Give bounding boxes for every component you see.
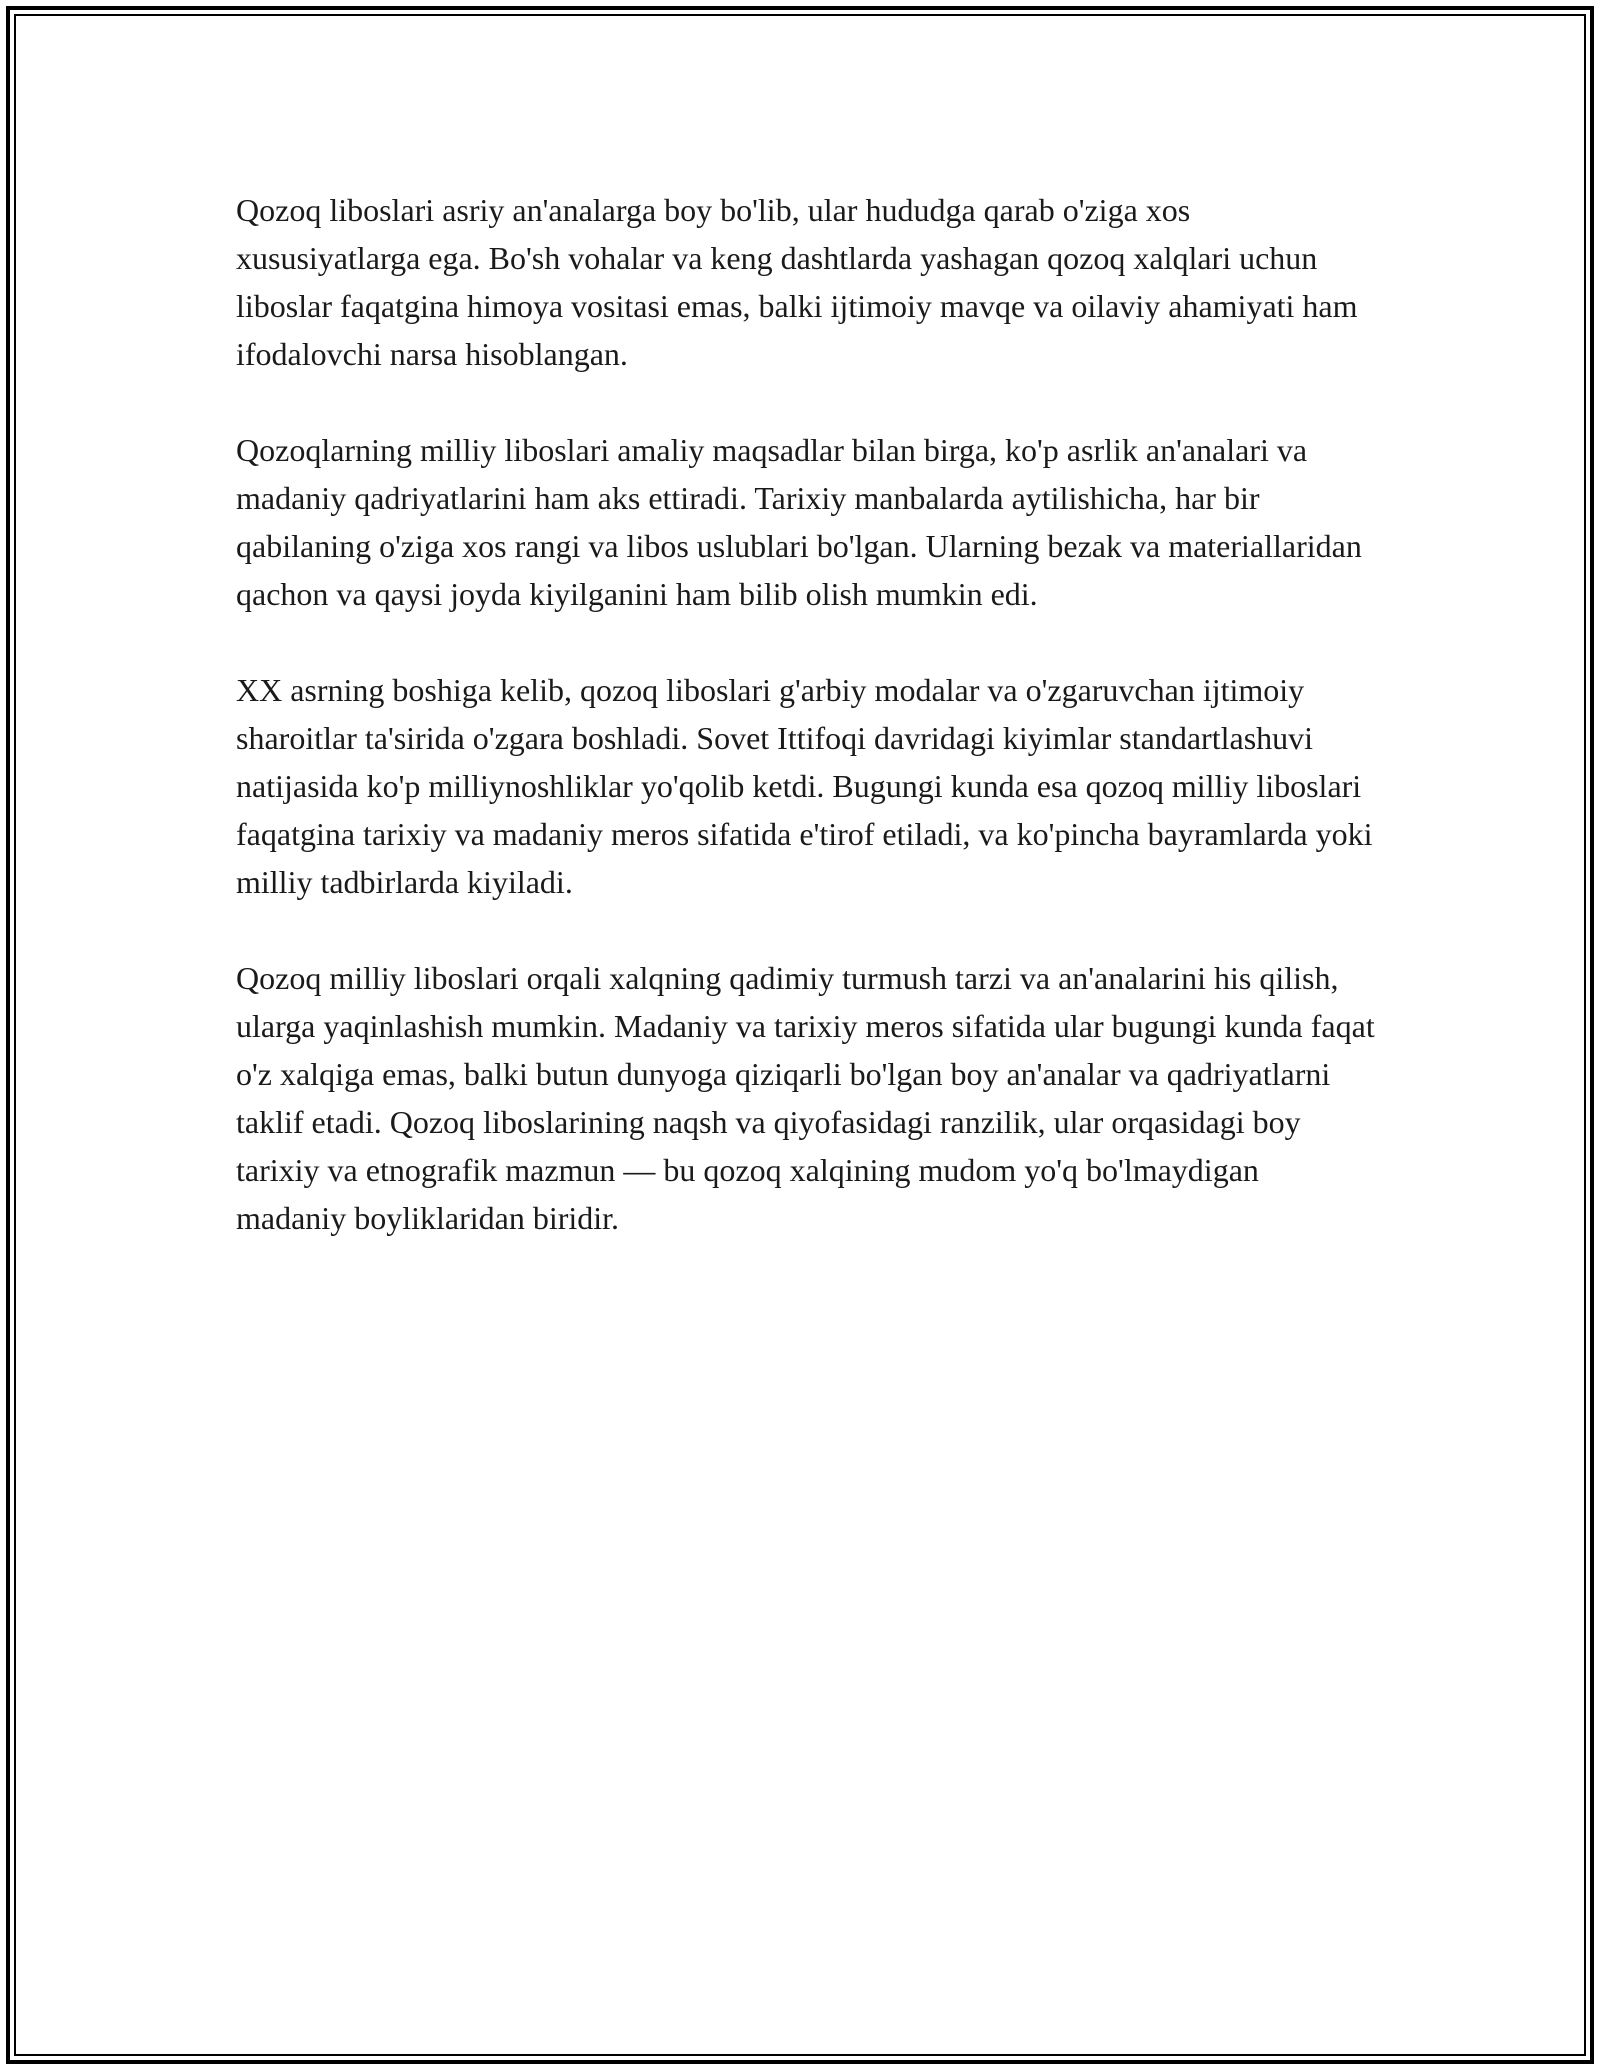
paragraph-1: Qozoq liboslari asriy an'analarga boy bo'lib, ular hududga qarab o'ziga xos xususiyatlarga ega. Bo'sh vohalar va keng dashtlarda yashagan qozoq xalqlari uchun liboslar faqatgina himoya vositasi emas, balki ijtimoiy mavqe va oilaviy ahamiyati ham ifodalovchi narsa hisoblangan.: [236, 192, 1358, 372]
paragraph-4: Qozoq milliy liboslari orqali xalqning qadimiy turmush tarzi va an'analarini his qilish, ularga yaqinlashish mumkin. Madaniy va tarixiy meros sifatida ular bugungi kunda faqat o'z xalqiga emas, balki butun dunyoga qiziqarli bo'lgan boy an'analar va qadriyatlarni taklif etadi. Qozoq liboslarining naqsh va qiyofasidagi ranzilik, ular orqasidagi boy tarixiy va etnografik mazmun — bu qozoq xalqining mudom yo'q bo'lmaydigan madaniy boyliklaridan biridir.: [236, 960, 1375, 1236]
paragraph-2: Qozoqlarning milliy liboslari amaliy maqsadlar bilan birga, ko'p asrlik an'analari va madaniy qadriyatlarini ham aks ettiradi. Tarixiy manbalarda aytilishicha, har bir qabilaning o'ziga xos rangi va libos uslublari bo'lgan. Ularning bezak va materiallaridan qachon va qaysi joyda kiyilganini ham bilib olish mumkin edi.: [236, 432, 1362, 612]
document-body: [236, 186, 1376, 1290]
paragraph-3: XX asrning boshiga kelib, qozoq liboslari g'arbiy modalar va o'zgaruvchan ijtimoiy sharoitlar ta'sirida o'zgara boshladi. Sovet Ittifoqi davridagi kiyimlar standartlashuvi natijasida ko'p milliynoshliklar yo'qolib ketdi. Bugungi kunda esa qozoq milliy liboslari faqatgina tarixiy va madaniy meros sifatida e'tirof etiladi, va ko'pincha bayramlarda yoki milliy tadbirlarda kiyiladi.: [236, 672, 1373, 900]
